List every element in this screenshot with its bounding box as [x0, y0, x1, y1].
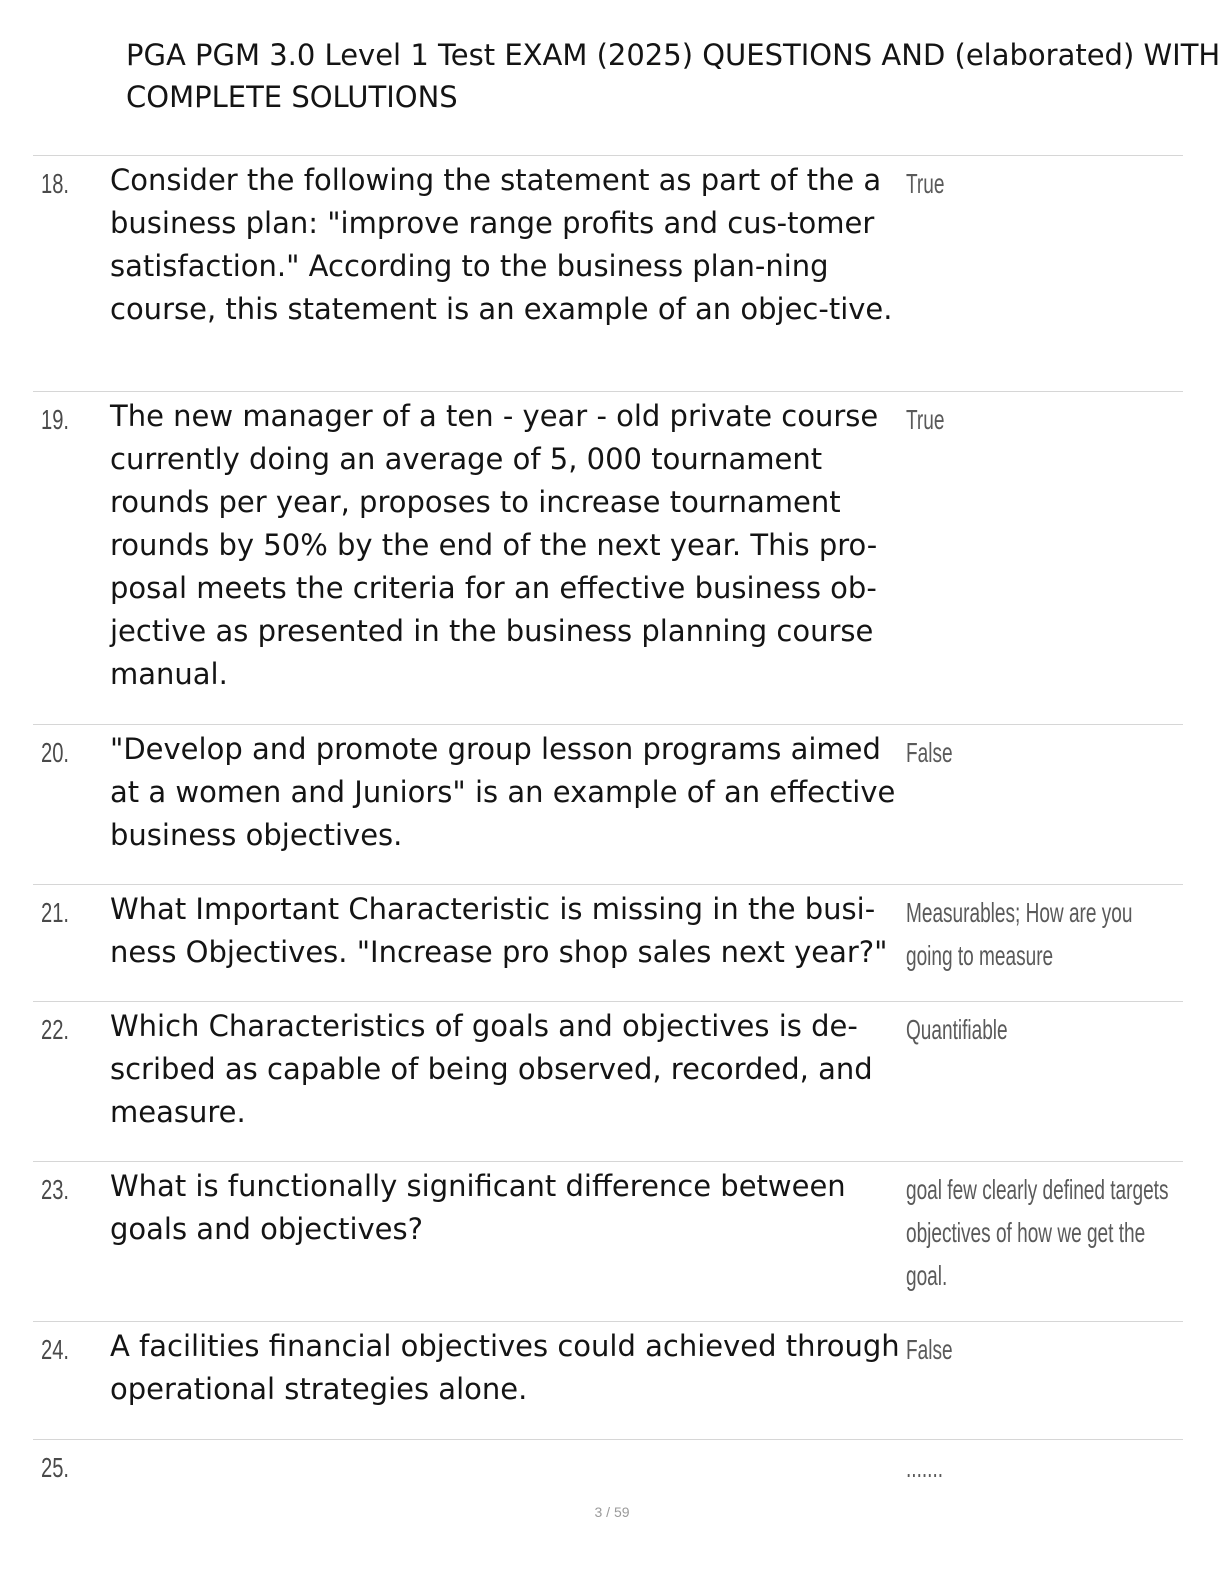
question-text: "Develop and promote group lesson programs aimed at a women and Juniors" is an example of an effective business objectives. [110, 732, 896, 852]
question-text: Which Characteristics of goals and objectives is de-scribed as capable of being observed, recorded, and measure. [110, 1009, 873, 1129]
question-number: 22. [41, 1014, 70, 1045]
question-row-20 [33, 724, 1183, 884]
answer-text: Quantifiable [906, 1014, 1008, 1045]
answer-text: goal few clearly defined targets objectives of how we get the goal. [906, 1174, 1169, 1291]
document-title: PGA PGM 3.0 Level 1 Test EXAM (2025) QUESTIONS AND (elaborated) WITH COMPLETE SOLUTIONS [126, 38, 1221, 114]
question-row-22 [33, 1001, 1183, 1161]
question-row-24 [33, 1321, 1183, 1439]
question-text: The new manager of a ten - year - old private course currently doing an average of 5, 000 tournament rounds per year, proposes to increase tournament rounds by 50% by the end of the next year. This pro-posal meets the criteria for an effective business ob-jective as presented in the business planning course manual. [110, 399, 879, 691]
answer-text: True [906, 168, 945, 199]
answer-text: ....... [906, 1452, 944, 1483]
question-number: 19. [41, 404, 70, 435]
question-number: 24. [41, 1334, 70, 1365]
question-row-23 [33, 1161, 1183, 1321]
page-indicator: 3 / 59 [594, 1504, 630, 1520]
answer-text: False [906, 1334, 953, 1365]
answer-text: False [906, 737, 953, 768]
question-text: Consider the following the statement as part of the a business plan: "improve range profits and cus-tomer satisfaction." According to the business plan-ning course, this statement is an example of an objec-tive. [110, 163, 893, 326]
question-row-21 [33, 884, 1183, 1001]
question-number: 18. [41, 168, 70, 199]
question-row-19 [33, 391, 1183, 724]
answer-text: True [906, 404, 945, 435]
answer-text: Measurables; How are you going to measure [906, 897, 1133, 971]
question-number: 20. [41, 737, 70, 768]
question-number: 21. [41, 897, 70, 928]
question-number: 25. [41, 1452, 70, 1483]
question-number: 23. [41, 1174, 70, 1205]
question-text: A facilities financial objectives could achieved through operational strategies alone. [110, 1329, 900, 1406]
question-row-25 [33, 1439, 1183, 1499]
question-row-18 [33, 155, 1183, 391]
question-text: What is functionally significant difference between goals and objectives? [110, 1169, 846, 1246]
question-list [33, 155, 1183, 1499]
question-text: What Important Characteristic is missing in the busi-ness Objectives. "Increase pro shop sales next year?" [110, 892, 888, 969]
